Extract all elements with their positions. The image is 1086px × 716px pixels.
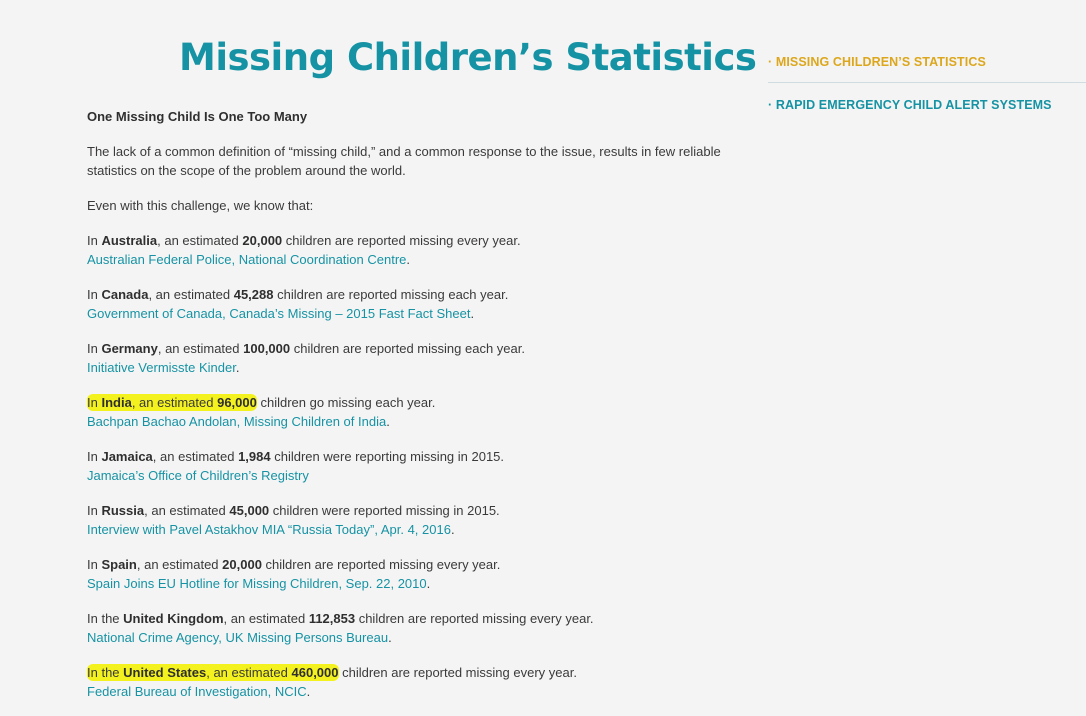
stat-suffix: children are reported missing every year. [338, 665, 577, 680]
country-name: Germany [101, 341, 158, 356]
stat-mid: , an estimated [136, 557, 223, 572]
stat-mid: , an estimated [144, 503, 230, 518]
stat-number: 112,853 [308, 611, 356, 626]
stat-prefix: In [87, 395, 102, 410]
stat-canada [87, 285, 508, 304]
stat-number: 1,984 [238, 449, 271, 464]
source-end: . [426, 576, 431, 591]
stat-number: 460,000 [291, 665, 339, 680]
lead-text: Even with this challenge, we know that: [87, 198, 314, 213]
country-name: India [101, 395, 132, 410]
stat-suffix: children were reported missing in 2015. [269, 503, 500, 518]
source-link[interactable]: Initiative Vermisste Kinder [87, 360, 236, 375]
stat-suffix: children are reported missing every year. [355, 611, 594, 626]
source-end: . [388, 630, 392, 645]
stat-mid: , an estimated [157, 341, 244, 356]
stat-suffix: children were reporting missing in 2015. [270, 449, 505, 464]
country-name: Spain [101, 557, 137, 572]
stat-prefix: In the [87, 665, 124, 680]
stat-mid: , an estimated [157, 233, 243, 248]
source-link[interactable]: Government of Canada, Canada’s Missing – 2015 Fast Fact Sheet [87, 306, 471, 321]
stat-prefix: In [87, 449, 102, 464]
source-united-states [87, 682, 310, 701]
stat-number: 45,000 [229, 503, 270, 518]
source-end: . [450, 522, 455, 537]
stat-number: 45,288 [233, 287, 274, 302]
source-link[interactable]: Bachpan Bachao Andolan, Missing Children of India [87, 414, 387, 429]
country-name: United States [123, 665, 207, 680]
stat-prefix: In [87, 287, 102, 302]
stat-india [87, 393, 435, 412]
stat-mid: , an estimated [206, 665, 292, 680]
stat-mid: , an estimated [131, 395, 218, 410]
stat-united-states [87, 663, 577, 682]
source-jamaica [87, 466, 309, 485]
source-link[interactable]: Australian Federal Police, National Coordination Centre [87, 252, 407, 267]
stat-spain [87, 555, 500, 574]
stat-number: 20,000 [222, 557, 262, 572]
stat-number: 96,000 [217, 395, 257, 410]
stat-mid: , an estimated [223, 611, 309, 626]
stat-suffix: children are reported missing every year. [282, 233, 521, 248]
country-name: Jamaica [101, 449, 153, 464]
stat-prefix: In [87, 557, 102, 572]
source-united-kingdom [87, 628, 392, 647]
country-name: Canada [101, 287, 149, 302]
country-name: Australia [101, 233, 158, 248]
source-germany [87, 358, 239, 377]
source-end: . [235, 360, 240, 375]
source-end: . [386, 414, 390, 429]
stat-russia [87, 501, 500, 520]
country-name: Russia [101, 503, 145, 518]
stat-prefix: In [87, 341, 102, 356]
stat-mid: , an estimated [152, 449, 239, 464]
source-end: . [406, 252, 411, 267]
stat-suffix: children are reported missing each year. [273, 287, 509, 302]
source-spain [87, 574, 430, 593]
sidebar-divider [768, 82, 1086, 83]
highlight-mark [87, 664, 339, 681]
intro-line-1: The lack of a common definition of “missing child,” and a common response to the issue, results in few reliable [87, 144, 721, 159]
source-link[interactable]: National Crime Agency, UK Missing Persons Bureau [87, 630, 389, 645]
stat-united-kingdom [87, 609, 594, 628]
highlight-mark [87, 394, 257, 411]
country-name: United Kingdom [123, 611, 224, 626]
stat-number: 20,000 [242, 233, 283, 248]
stat-jamaica [87, 447, 504, 466]
page-subtitle: One Missing Child Is One Too Many [87, 109, 308, 124]
source-australia [87, 250, 410, 269]
stat-suffix: children go missing each year. [256, 395, 436, 410]
sidebar-item-missing-childrens-statistics[interactable]: · MISSING CHILDREN’S STATISTICS [768, 55, 986, 69]
stat-suffix: children are reported missing each year. [290, 341, 525, 356]
source-end: . [306, 684, 311, 699]
source-link[interactable]: Federal Bureau of Investigation, NCIC [87, 684, 307, 699]
source-link[interactable]: Jamaica’s Office of Children’s Registry [87, 468, 309, 483]
source-canada [87, 304, 474, 323]
stat-prefix: In [87, 233, 102, 248]
intro-line-2: statistics on the scope of the problem around the world. [87, 163, 406, 178]
source-end: . [470, 306, 475, 321]
stat-australia [87, 231, 521, 250]
stat-prefix: In [87, 503, 102, 518]
source-link[interactable]: Interview with Pavel Astakhov MIA “Russia Today”, Apr. 4, 2016 [87, 522, 451, 537]
source-russia [87, 520, 455, 539]
sidebar-item-rapid-emergency-child-alert-systems[interactable]: · RAPID EMERGENCY CHILD ALERT SYSTEMS [768, 98, 1052, 112]
stat-germany [87, 339, 525, 358]
page-title: Missing Children’s Statistics [179, 36, 757, 79]
stat-mid: , an estimated [148, 287, 234, 302]
source-link[interactable]: Spain Joins EU Hotline for Missing Children, Sep. 22, 2010 [87, 576, 427, 591]
stat-number: 100,000 [243, 341, 291, 356]
source-india [87, 412, 390, 431]
stat-suffix: children are reported missing every year. [261, 557, 501, 572]
stat-prefix: In the [87, 611, 124, 626]
